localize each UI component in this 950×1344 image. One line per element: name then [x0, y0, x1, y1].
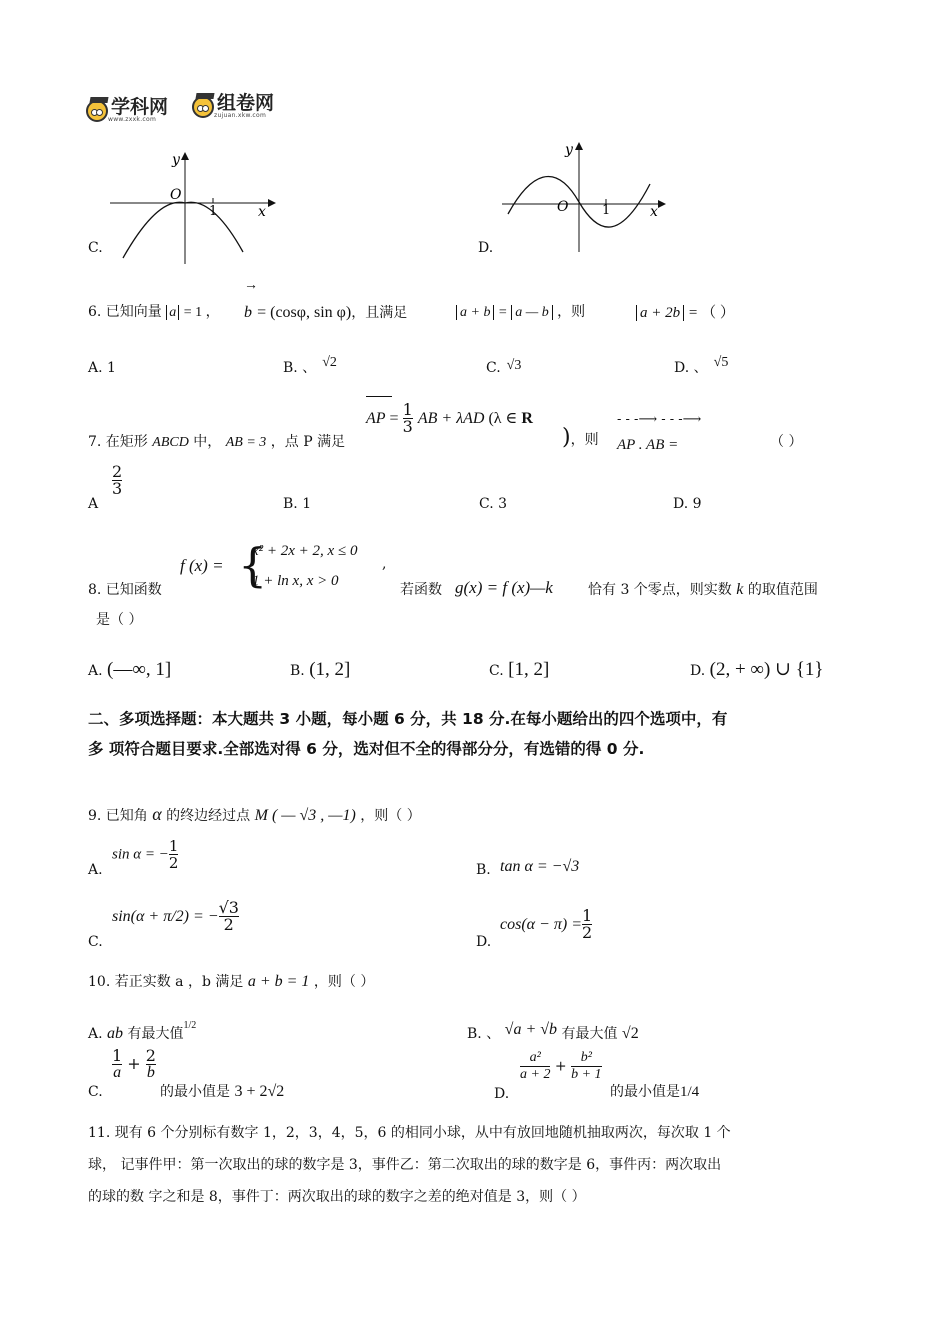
q8-gx: g(x) = f (x)—k: [455, 578, 553, 597]
owl-icon: [192, 96, 214, 118]
q11-line3: 的球的数 字之和是 8，事件丁：两次取出的球的数字之差的绝对值是 3，则（ ）: [88, 1189, 586, 1205]
q9-option-a: A.: [88, 862, 103, 878]
b-vector-arrow: →: [244, 278, 258, 293]
ap-arrow-bar: [366, 396, 392, 397]
q9-a-expr: sin α = − $\frac{1}{2}$: [112, 837, 179, 872]
q7-formula: AP = $\frac{1}{3}$ AB + λAD (λ ∈ R: [366, 400, 533, 436]
y-axis-label: y: [172, 152, 180, 168]
q7-option-a: A: [88, 496, 99, 512]
q11-line1: 11. 现有 6 个分别标有数字 1，2，3，4，5，6 的相同小球，从中有放回地随机抽取两次，每次取 1 个: [88, 1125, 731, 1141]
logo-zxxk-url: www.zxxk.com: [108, 116, 157, 123]
q10-option-a: A. ab 有最大值$^{1/2}$: [88, 1020, 197, 1042]
logo-zujuan-url: zujuan.xkw.com: [214, 112, 267, 119]
q8-case2: 1 + ln x, x > 0: [252, 573, 339, 589]
option-d-label: D.: [478, 240, 494, 256]
q11-line2: 球， 记事件甲：第一次取出的球的数字是 3，事件乙：第二次取出的球的数字是 6，事件丙：两次取出: [88, 1157, 722, 1173]
q6-option-b: B. 、 √2: [283, 355, 337, 376]
origin-label: O: [557, 199, 569, 215]
x-axis-label: x: [258, 204, 266, 220]
brace: {: [238, 538, 268, 592]
x-axis-label: x: [650, 204, 658, 220]
y-arrow-icon: [181, 152, 189, 160]
owl-icon: [86, 100, 108, 122]
q9-d-expr: cos(α − π) = $\frac{1}{2}$: [500, 906, 593, 942]
q6-option-d: D. 、 √5: [674, 355, 729, 376]
q8-option-d: D. (2, + ∞) ∪ {1}: [690, 659, 824, 680]
q8-mid: 若函数: [400, 582, 442, 598]
q8-line2: 是（ ）: [96, 612, 143, 628]
q8-comma: ,: [382, 556, 387, 572]
q10-option-c-label: C.: [88, 1084, 103, 1100]
q7-close: )，则: [562, 425, 599, 450]
y-arrow-icon: [575, 142, 583, 150]
q9-option-c: C.: [88, 934, 103, 950]
q7-option-c: C. 3: [479, 496, 508, 512]
q9-option-b: B.: [476, 862, 491, 878]
logo-zujuan-name: 组卷网: [217, 92, 275, 114]
q7-stem: 7. 在矩形 ABCD 中， AB = 3 ，点 P 满足: [88, 434, 346, 450]
logo-zxxk: [86, 98, 168, 123]
q9-b-expr: tan α = −√3: [500, 858, 580, 875]
q7-dot: AP . AB =: [617, 437, 679, 453]
q8-tail: 恰有 3 个零点，则实数 k 的取值范围: [588, 581, 818, 598]
q10-c-expr: $\frac{1}{a}$ + $\frac{2}{b}$: [112, 1046, 156, 1081]
section2-line1: 二、多项选择题：本大题共 3 小题，每小题 6 分，共 18 分.在每小题给出的四个选项中，有: [88, 710, 728, 728]
q10-option-d: 的最小值是1/4: [610, 1084, 700, 1100]
x-arrow-icon: [268, 199, 276, 207]
option-c-label: C.: [88, 240, 103, 256]
q6-stem: 6. 已知向量 a = 1 ，: [88, 304, 220, 320]
q10-stem: 10. 若正实数 a ，b 满足 a + b = 1 ，则（ ）: [88, 973, 375, 990]
x-arrow-icon: [658, 200, 666, 208]
origin-label: O: [170, 187, 182, 203]
tick-label: 1: [209, 204, 218, 219]
q6-option-a: A. 1: [88, 360, 116, 376]
q10-option-b: B. 、 √a + √b 有最大值 √2: [467, 1021, 639, 1042]
q8-option-c: C. [1, 2]: [489, 659, 550, 680]
q7-option-b: B. 1: [283, 496, 312, 512]
curve-c: [123, 202, 243, 258]
tick-label: 1: [602, 203, 611, 218]
q6-option-c: C. √3: [486, 358, 522, 376]
q7-dot-arrows: - - -⟶ - - -⟶: [617, 412, 702, 427]
logo-zujuan: [192, 94, 274, 119]
q8-stem: 8. 已知函数: [88, 582, 162, 598]
q8-case1: x² + 2x + 2, x ≤ 0: [252, 543, 358, 559]
q6-condition: a + b = a — b ，则: [456, 302, 585, 323]
y-axis-label: y: [565, 142, 573, 158]
q9-stem: 9. 已知角 α 的终边经过点 M ( — √3 , —1) ，则（ ）: [88, 804, 421, 824]
logo-zxxk-name: 学科网: [111, 96, 169, 118]
q7-option-a-value: $\frac{2}{3}$: [112, 462, 123, 498]
q9-option-d: D.: [476, 934, 492, 950]
q8-option-b: B. (1, 2]: [290, 659, 351, 680]
q10-option-c: 的最小值是 3 + 2√2: [160, 1083, 285, 1100]
q8-fx: f (x) =: [180, 556, 224, 575]
q6-target: a + 2b = （ ）: [636, 302, 735, 323]
q7-end: （ ）: [770, 434, 803, 450]
q9-c-expr: sin(α + π/2) = − $\frac{√3}{2}$: [112, 898, 239, 934]
q7-option-d: D. 9: [673, 496, 702, 512]
graph-option-d: [500, 138, 670, 256]
q10-d-expr: $\frac{\text{a²}}{a + 2}$ + $\frac{\text{b²}}{b + 1}$: [520, 1050, 602, 1082]
q10-option-d-label: D.: [494, 1086, 510, 1102]
q8-option-a: A. (—∞, 1]: [88, 659, 172, 680]
q6-b-def: b = (cosφ, sin φ)，且满足: [244, 304, 408, 321]
section2-line2: 多 项符合题目要求.全部选对得 6 分，选对但不全的得部分分，有选错的得 0 分.: [88, 740, 645, 758]
graph-option-c: [108, 148, 278, 266]
